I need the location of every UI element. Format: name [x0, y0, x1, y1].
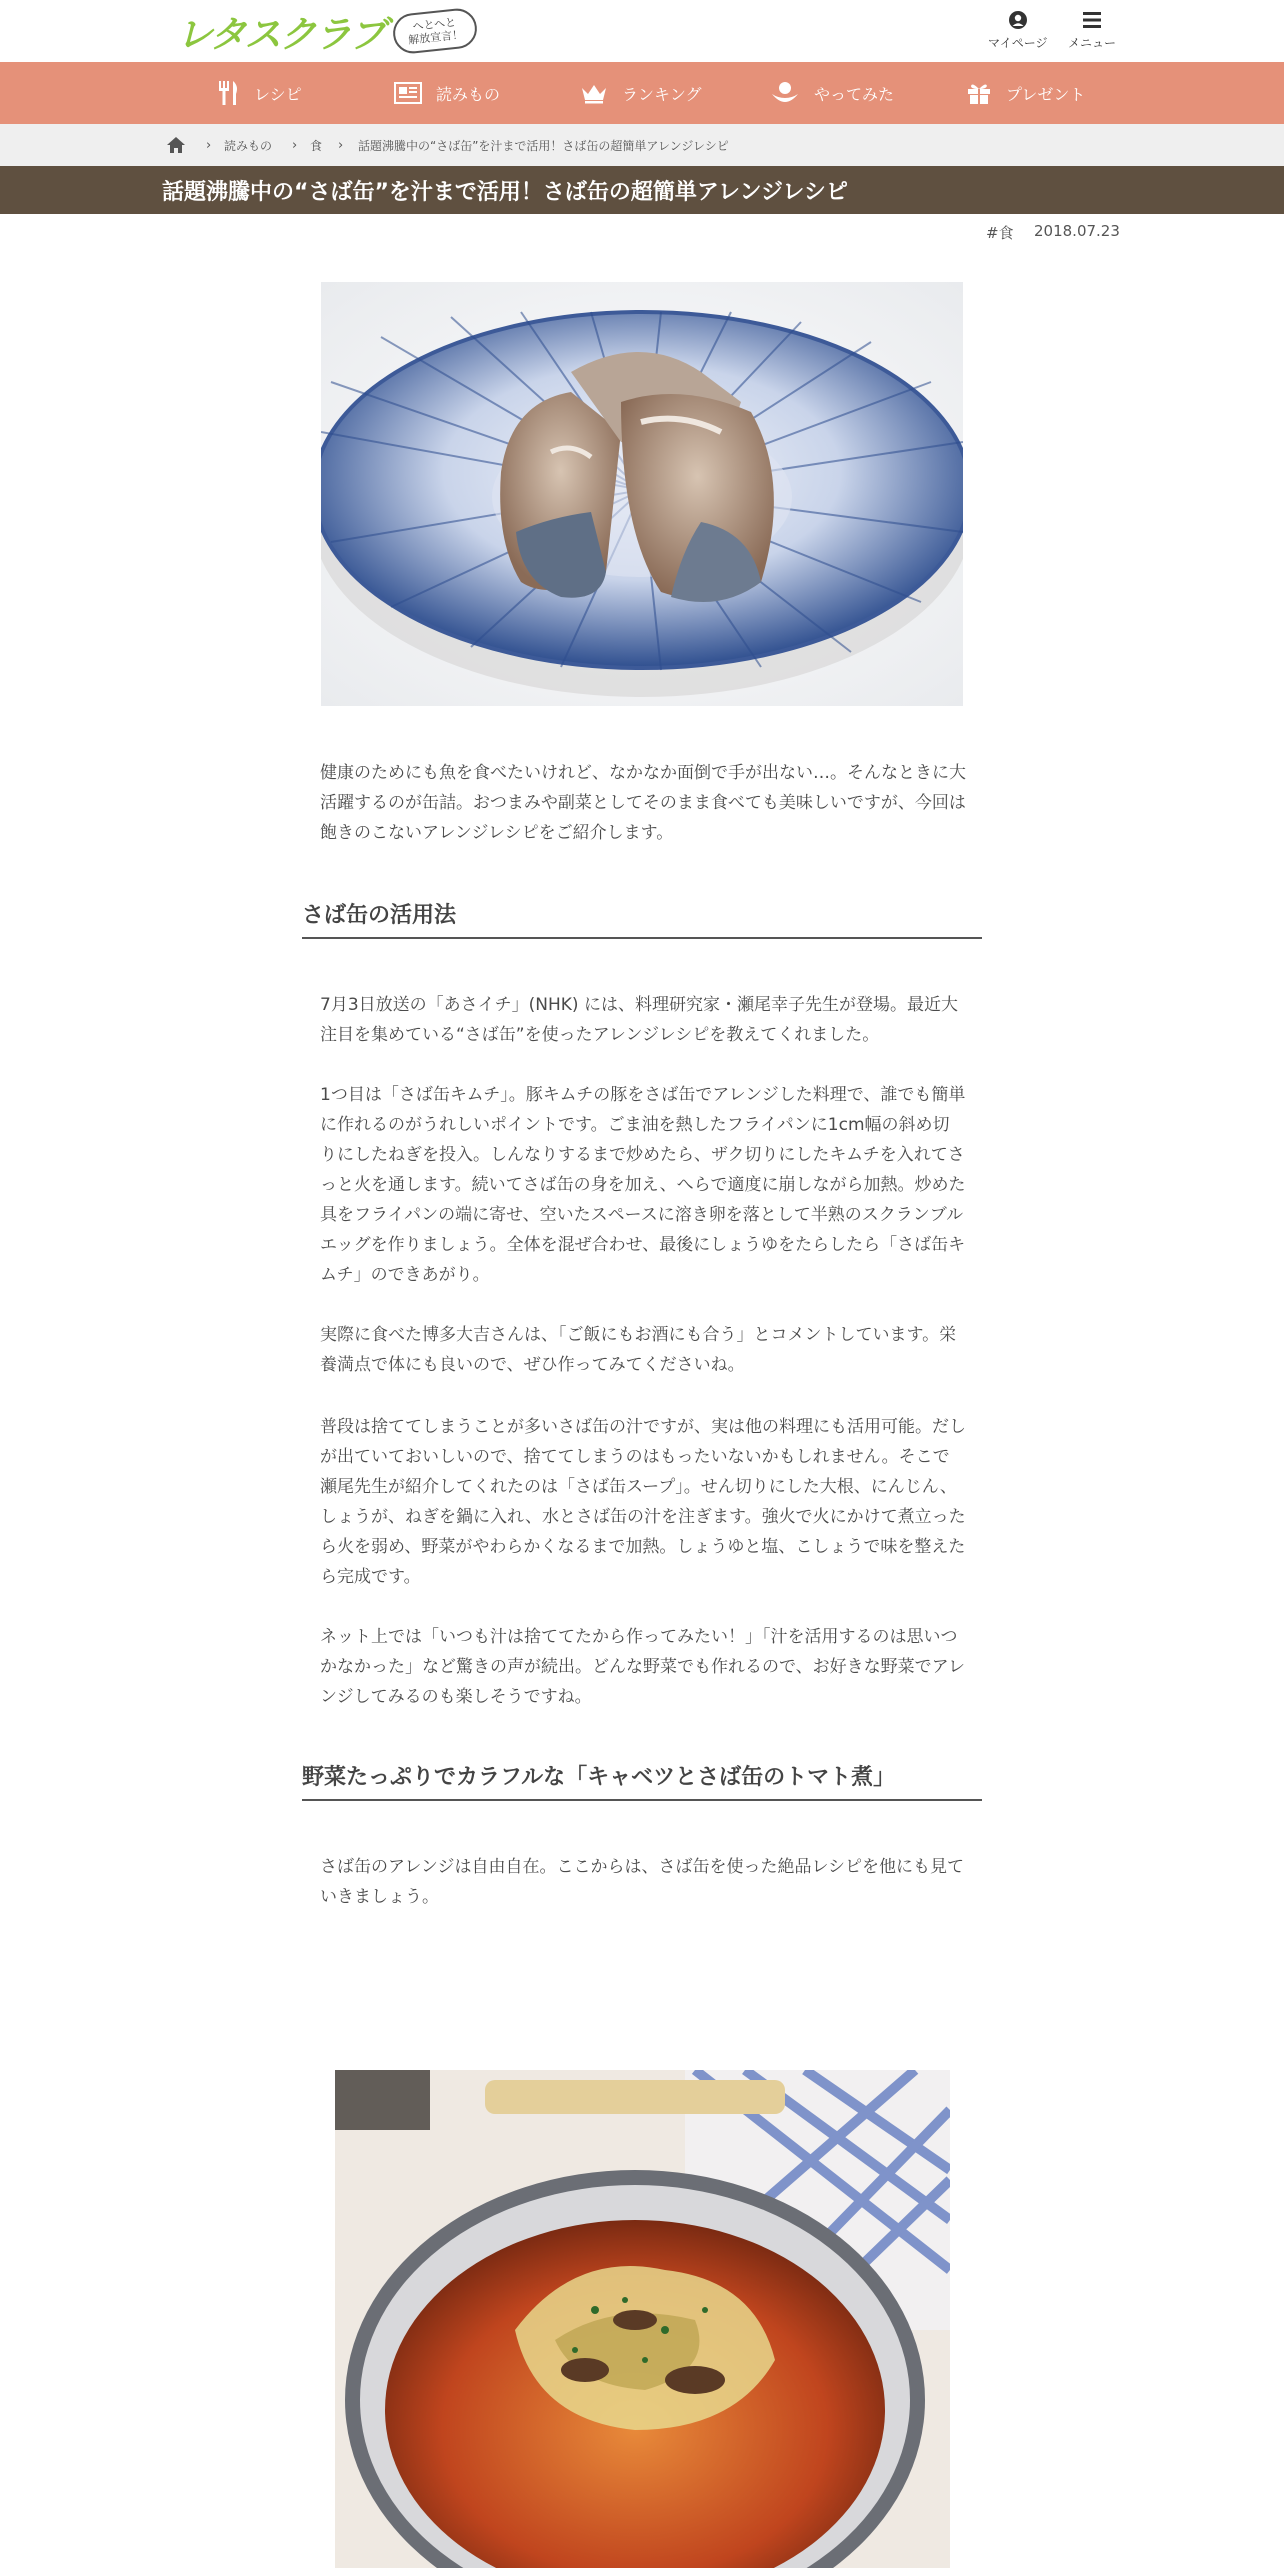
saba-can-photo [321, 282, 963, 706]
logo-bubble-line1: へとへと [411, 15, 457, 34]
article-paragraph: 実際に食べた博多大吉さんは、「ご飯にもお酒にも合う」とコメントしています。栄養満点で体にも良いので、ぜひ作ってみてくださいね。 [320, 1325, 957, 1375]
crown-icon [580, 82, 608, 104]
nav-item-tried[interactable] [770, 62, 894, 124]
home-icon[interactable] [166, 136, 186, 154]
gift-icon [966, 81, 992, 105]
hamburger-icon [1082, 10, 1102, 30]
article-paragraph: さば缶のアレンジは自由自在。ここからは、さば缶を使った絶品レシピを他にも見ていきましょう。 [320, 1857, 965, 1907]
nav-item-present[interactable] [966, 62, 1085, 124]
newspaper-icon [394, 82, 422, 104]
nav-label-present: プレゼント [1006, 84, 1086, 104]
site-logo[interactable] [176, 8, 477, 54]
article-paragraph: 1つ目は「さば缶キムチ」。豚キムチの豚をさば缶でアレンジした料理で、誰でも簡単に作れるのがうれしいポイントです。ごま油を熱したフライパンに1cm幅の斜め切りにしたねぎを投入。しんなりするまで炒めたら、ザク切りにしたキムチを入れてさっと火を通します。続いてさば缶の身を加え、へらで適度に崩しながら加熱。炒めた具をフライパンの端に寄せ、空いたスペースに溶き卵を落として半熟のスクランブルエッグを作りましょう。全体を混ぜ合わせ、最後にしょうゆをたらしたら「さば缶キムチ」のできあがり。 [320, 1085, 966, 1285]
logo-speech-bubble [391, 7, 479, 56]
nav-item-ranking[interactable] [580, 62, 702, 124]
user-circle-icon [1008, 10, 1028, 30]
nav-label-ranking: ランキング [622, 84, 702, 104]
logo-text: レタスクラブ [176, 13, 385, 56]
mypage-label: マイページ [988, 36, 1048, 50]
article-title-bar [0, 166, 1284, 214]
article-paragraph: 7月3日放送の「あさイチ」(NHK) には、料理研究家・瀬尾幸子先生が登場。最近大注目を集めている“さば缶”を使ったアレンジレシピを教えてくれました。 [320, 995, 958, 1045]
fork-knife-icon [216, 80, 240, 106]
article-tag[interactable]: #食 [986, 224, 1014, 242]
article-intro: 健康のためにも魚を食べたいけれど、なかなか面倒で手が出ない…。そんなときに大活躍するのが缶詰。おつまみや副菜としてそのまま食べても美味しいですが、今回は飽きのこないアレンジレシピをご紹介します。 [320, 763, 966, 843]
nav-item-recipe[interactable] [216, 62, 302, 124]
article-paragraph: 普段は捨ててしまうことが多いさば缶の汁ですが、実は他の料理にも活用可能。だしが出ていておいしいので、捨ててしまうのはもったいないかもしれません。そこで瀬尾先生が紹介してくれたのは「さば缶スープ」。せん切りにした大根、にんじん、しょうが、ねぎを鍋に入れ、水とさば缶の汁を注ぎます。強火で火にかけて煮立ったら火を弱め、野菜がやわらかくなるまで加熱。しょうゆと塩、こしょうで味を整えたら完成です。 [320, 1417, 966, 1587]
breadcrumb-item-reading[interactable]: 読みもの [224, 138, 273, 153]
nav-item-reading[interactable] [394, 62, 500, 124]
person-icon [770, 80, 800, 106]
menu-button[interactable] [1068, 10, 1116, 51]
breadcrumb-separator-icon: › [338, 137, 344, 153]
nav-label-recipe: レシピ [254, 84, 302, 104]
breadcrumb-item-current: 話題沸騰中の“さば缶”を汁まで活用！さば缶の超簡単アレンジレシピ [358, 138, 729, 153]
page-title: 話題沸騰中の“さば缶”を汁まで活用！さば缶の超簡単アレンジレシピ [162, 179, 848, 205]
section-heading-cabbage: 野菜たっぷりでカラフルな「キャベツとさば缶のトマト煮」 [302, 1760, 982, 1801]
nav-label-reading: 読みもの [436, 84, 501, 104]
nav-label-tried: やってみた [814, 84, 895, 104]
main-nav [0, 62, 1284, 124]
section-heading-usage: さば缶の活用法 [302, 898, 982, 939]
site-header [0, 0, 1284, 62]
logo-bubble-line2: 解放宣言！ [407, 28, 464, 47]
breadcrumb [0, 124, 1284, 166]
menu-label: メニュー [1068, 36, 1117, 50]
article-paragraph: ネット上では「いつも汁は捨ててたから作ってみたい！」「汁を活用するのは思いつかなかった」など驚きの声が続出。どんな野菜でも作れるので、お好きな野菜でアレンジしてみるのも楽しそうですね。 [320, 1627, 965, 1707]
article-date: 2018.07.23 [1034, 222, 1120, 240]
cabbage-saba-tomato-stew-photo [335, 2070, 950, 2568]
breadcrumb-separator-icon: › [292, 137, 298, 153]
mypage-button[interactable] [988, 10, 1048, 51]
breadcrumb-item-food[interactable]: 食 [310, 138, 323, 153]
breadcrumb-separator-icon: › [206, 137, 212, 153]
